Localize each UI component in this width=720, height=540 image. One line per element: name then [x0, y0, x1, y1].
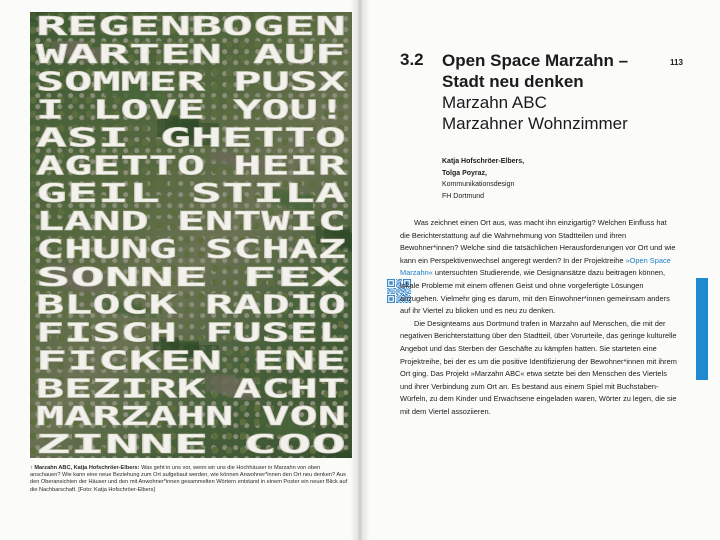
qr-module	[394, 284, 395, 285]
qr-module	[396, 301, 397, 302]
mosaic-letter-row: FICKEN ENE	[36, 346, 346, 377]
mosaic-letter-row: AGETTO HEIR	[36, 151, 348, 182]
qr-module	[389, 300, 390, 301]
chapter-title-line-2: Stadt neu denken	[442, 72, 584, 91]
qr-module	[397, 289, 398, 290]
qr-module	[390, 279, 391, 280]
qr-module	[390, 300, 391, 301]
qr-module	[387, 285, 388, 286]
qr-module	[390, 290, 391, 291]
author-institution: FH Dortmund	[442, 192, 485, 200]
qr-module	[394, 285, 395, 286]
qr-module	[389, 289, 390, 290]
qr-module	[390, 284, 391, 285]
mosaic-letter-row: ASI GHETTO	[36, 123, 346, 154]
image-caption	[30, 465, 352, 494]
qr-module	[392, 289, 393, 290]
project-title-1: Marzahn ABC	[442, 93, 547, 112]
qr-module	[389, 286, 390, 287]
caption-text: Was geht in uns vor, wenn wir uns die Hochhäuser in Marzahn von oben anschauen? Wie kann eine neue Beziehung zum Ort aufgebaut werden, wie können Anwohner*innen den Ort neu denken? Aus den Oberansichten der Häuser und den mit Anwohner*innen gesammelten Wörtern entstand in einem Poster ein neuer Blick auf die Nachbarschaft. [Foto: Katja Hofschröer-Elbers]	[30, 465, 348, 493]
qr-module	[397, 284, 398, 285]
qr-module	[389, 297, 390, 298]
qr-module	[397, 297, 398, 298]
qr-module	[392, 292, 393, 293]
mosaic-letter-row: BLOCK RADIO	[36, 290, 346, 321]
qr-module	[396, 289, 397, 290]
qr-module	[394, 296, 395, 297]
qr-module	[388, 292, 389, 293]
qr-module	[392, 302, 393, 303]
qr-module	[388, 279, 389, 280]
qr-module	[392, 279, 393, 280]
chapter-tab-marker	[696, 278, 708, 380]
qr-module	[395, 288, 396, 289]
qr-module	[389, 279, 390, 280]
qr-module	[397, 280, 398, 281]
qr-module	[393, 293, 394, 294]
qr-module	[394, 295, 395, 296]
qr-module	[387, 290, 388, 291]
qr-module	[389, 281, 390, 282]
mosaic-letter-row: WARTEN AUF	[36, 39, 346, 70]
qr-module	[387, 282, 388, 283]
qr-module	[394, 302, 395, 303]
qr-module	[387, 301, 388, 302]
qr-module	[389, 302, 390, 303]
mosaic-letter-row: FISCH FUSEL	[36, 318, 346, 349]
paragraph-1-end: untersuchten Studierende, wie Designansätze dazu beitragen können, lokale Probleme mit einem offenen Geist und ohne vorgefertigte Lösungen anzugehen. Vielmehr ging es darum, mit den Einwohner*innen gemeinsam anders auf ihr Viertel zu blicken und es neu zu denken.	[400, 268, 670, 316]
qr-module	[397, 302, 398, 303]
qr-module	[396, 281, 397, 282]
qr-module	[394, 288, 395, 289]
paragraph-1	[400, 217, 678, 318]
qr-module	[396, 296, 397, 297]
caption-heading: ↑ Marzahn ABC, Katja Hofschröer-Elbers:	[30, 465, 140, 471]
qr-module	[387, 300, 388, 301]
qr-module	[394, 293, 395, 294]
qr-module	[396, 286, 397, 287]
qr-module	[393, 288, 394, 289]
qr-module	[390, 281, 391, 282]
author-1: Katja Hofschröer-Elbers,	[442, 158, 525, 165]
title-block	[442, 50, 662, 134]
mosaic-letter-row: I LOVE YOU!	[36, 95, 346, 126]
qr-module	[394, 300, 395, 301]
left-page	[0, 0, 358, 540]
mosaic-letter-row: LAND ENTWIC	[36, 207, 346, 237]
qr-module	[397, 295, 398, 296]
mosaic-letter-row: REGENBOGEN	[36, 12, 346, 42]
qr-module	[390, 298, 391, 299]
qr-module	[393, 302, 394, 303]
qr-module	[397, 287, 398, 288]
qr-module	[394, 286, 395, 287]
body-text	[400, 217, 678, 419]
chapter-title: Open Space Marzahn –	[442, 51, 629, 70]
qr-module	[394, 279, 395, 280]
letter-mosaic-svg	[30, 12, 352, 458]
qr-module	[392, 297, 393, 298]
qr-module	[397, 300, 398, 301]
qr-module	[390, 293, 391, 294]
qr-module	[396, 290, 397, 291]
mosaic-letter-row: ZINNE COO	[36, 430, 346, 458]
mosaic-letter-row: SOMMER PUSX	[36, 67, 348, 98]
qr-module	[392, 295, 393, 296]
qr-module	[390, 282, 391, 283]
qr-module	[392, 300, 393, 301]
qr-module	[396, 285, 397, 286]
qr-module	[388, 289, 389, 290]
book-gutter	[350, 0, 370, 540]
qr-module	[390, 297, 391, 298]
page-number: 113	[670, 58, 683, 67]
mosaic-letter-row: BEZIRK ACHT	[36, 374, 346, 405]
qr-module	[396, 293, 397, 294]
qr-module	[388, 302, 389, 303]
qr-module	[392, 298, 393, 299]
qr-module	[395, 292, 396, 293]
qr-module	[396, 294, 397, 295]
qr-module	[387, 280, 388, 281]
paragraph-1-start: Was zeichnet einen Ort aus, was macht ihn einzigartig? Welchen Einfluss hat die Berichterstattung auf die Wahrnehmung von Stadtteilen und ihren Bewohner*innen? Welche sind die tatsächlichen Herausforderungen vor Ort und wie kann ein Perspektivenwechsel angeregt werden? In der Projektreihe	[400, 218, 676, 265]
qr-module	[394, 290, 395, 291]
qr-module	[389, 298, 390, 299]
qr-module	[387, 298, 388, 299]
qr-module	[390, 286, 391, 287]
mosaic-letter-row: GEIL STILA	[36, 179, 348, 210]
mosaic-letter-row: SONNE FEX	[36, 262, 348, 293]
qr-module	[394, 301, 395, 302]
open-space-marzahn-link[interactable]: »Open Space Marzahn«	[400, 255, 671, 278]
qr-module	[394, 298, 395, 299]
qr-module	[389, 290, 390, 291]
qr-module	[387, 293, 388, 294]
qr-module	[396, 298, 397, 299]
qr-module	[387, 297, 388, 298]
mosaic-letter-row: MARZAHN VON	[36, 402, 346, 433]
qr-module	[390, 288, 391, 289]
qr-module	[387, 279, 388, 280]
qr-module	[387, 302, 388, 303]
aerial-letter-mosaic-image	[30, 12, 352, 458]
author-list	[442, 156, 524, 202]
qr-module	[392, 284, 393, 285]
qr-module	[387, 288, 388, 289]
author-department: Kommunikationsdesign	[442, 181, 515, 188]
qr-module	[388, 295, 389, 296]
qr-module	[390, 295, 391, 296]
qr-module	[388, 288, 389, 289]
qr-module	[393, 279, 394, 280]
qr-module	[387, 296, 388, 297]
qr-module	[387, 286, 388, 287]
qr-module	[396, 302, 397, 303]
qr-module	[393, 295, 394, 296]
chapter-number: 3.2	[400, 50, 424, 69]
qr-module	[397, 294, 398, 295]
paragraph-2: Die Designteams aus Dortmund trafen in Marzahn auf Menschen, die mit der negativen Berichterstattung über den Stadtteil, über Vorurteile, das geringe kulturelle Angebot und das Sterben der Geschäfte zu kämpfen hatten. Sie starteten eine Projektreihe, bei der es um die positive Identifizierung der Bewohner*innen mit ihrem Ort ging. Das Projekt »Marzahn ABC« etwa setzte bei den Menschen des Viertels und ihrer Verbindung zum Ort an. Es bestand aus einem Spiel mit Buchstaben-Würfeln, zu dem Kinder und Erwachsene eingeladen waren, Wörter zu legen, die sie mit dem Viertel assoziieren.	[400, 318, 677, 416]
qr-module	[387, 281, 388, 282]
qr-module	[392, 293, 393, 294]
qr-module	[394, 280, 395, 281]
qr-module	[387, 295, 388, 296]
mosaic-letter-row: CHUNG SCHAZ	[36, 234, 346, 265]
qr-module	[388, 286, 389, 287]
qr-module	[394, 282, 395, 283]
qr-module	[387, 284, 388, 285]
qr-module	[393, 286, 394, 287]
qr-module	[394, 281, 395, 282]
qr-module	[389, 295, 390, 296]
qr-module	[397, 282, 398, 283]
qr-module	[392, 286, 393, 287]
author-2: Tolga Poyraz,	[442, 169, 487, 177]
qr-module	[388, 293, 389, 294]
qr-module	[389, 284, 390, 285]
qr-module	[393, 290, 394, 291]
qr-module	[396, 279, 397, 280]
qr-module	[397, 292, 398, 293]
qr-module	[392, 281, 393, 282]
project-title-2: Marzahner Wohnzimmer	[442, 114, 628, 133]
qr-module	[389, 282, 390, 283]
qr-module	[396, 284, 397, 285]
qr-module	[390, 302, 391, 303]
qr-module	[392, 282, 393, 283]
qr-module	[394, 297, 395, 298]
